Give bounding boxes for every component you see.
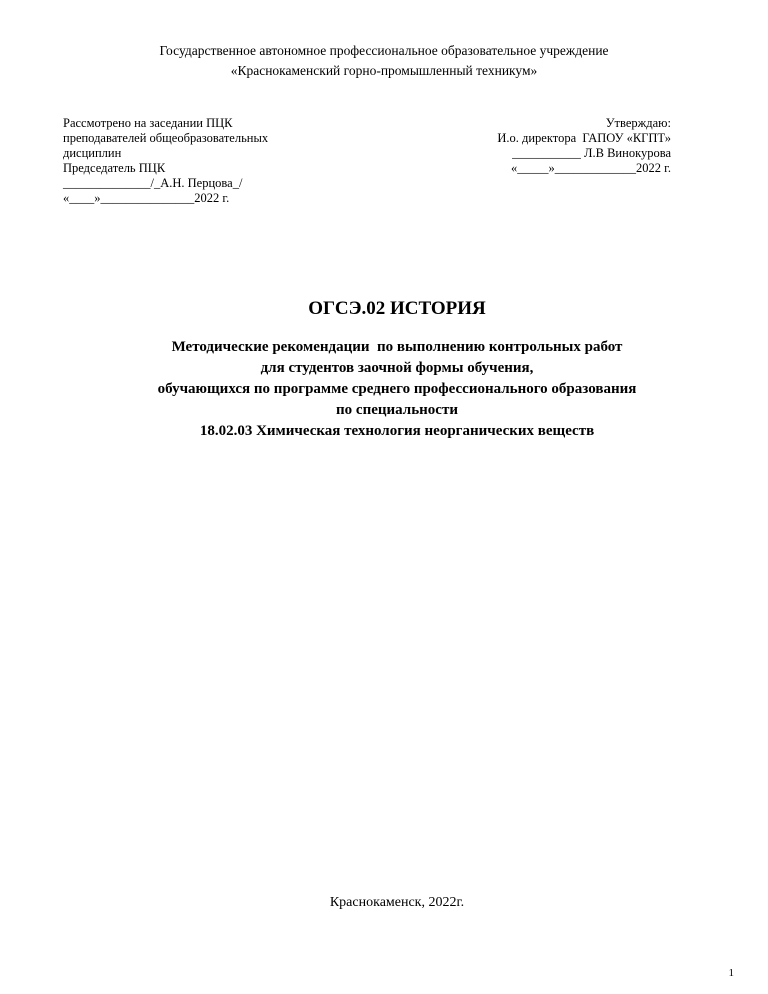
subtitle-line: для студентов заочной формы обучения,	[260, 360, 534, 376]
subtitle-line: по специальности	[336, 402, 458, 418]
institution-type: Государственное автономное профессиональное образовательное учреждение	[159, 43, 609, 58]
approval-line: Утверждаю:	[605, 116, 671, 130]
city-year: Краснокаменск, 2022г.	[329, 895, 465, 910]
page-number: 1	[728, 967, 734, 979]
review-line: Председатель ПЦК	[63, 161, 166, 175]
review-line: преподавателей общеобразовательных	[63, 131, 269, 145]
subtitle-line: Методические рекомендации по выполнению контрольных работ	[171, 339, 623, 355]
review-line: Рассмотрено на заседании ПЦК	[63, 116, 233, 130]
institution-name: «Краснокаменский горно-промышленный техникум»	[230, 63, 538, 78]
document-subtitle	[0, 337, 768, 442]
review-block	[63, 116, 268, 206]
institution-header	[0, 41, 768, 81]
review-date-line: «____»_______________2022 г.	[63, 191, 230, 205]
approval-date-line: «_____»_____________2022 г.	[511, 161, 671, 175]
subtitle-line: 18.02.03 Химическая технология неорганических веществ	[199, 423, 595, 439]
document-title: ОГСЭ.02 ИСТОРИЯ	[308, 298, 486, 319]
subtitle-line: обучающихся по программе среднего профессионального образования	[157, 381, 637, 397]
review-signature-line: ______________/_А.Н. Перцова_/	[63, 176, 243, 190]
review-line: дисциплин	[63, 146, 122, 160]
approval-block	[497, 116, 671, 176]
approval-line: И.о. директора ГАПОУ «КГПТ»	[497, 131, 671, 145]
approval-signature-line: ___________ Л.В Винокурова	[512, 146, 671, 160]
